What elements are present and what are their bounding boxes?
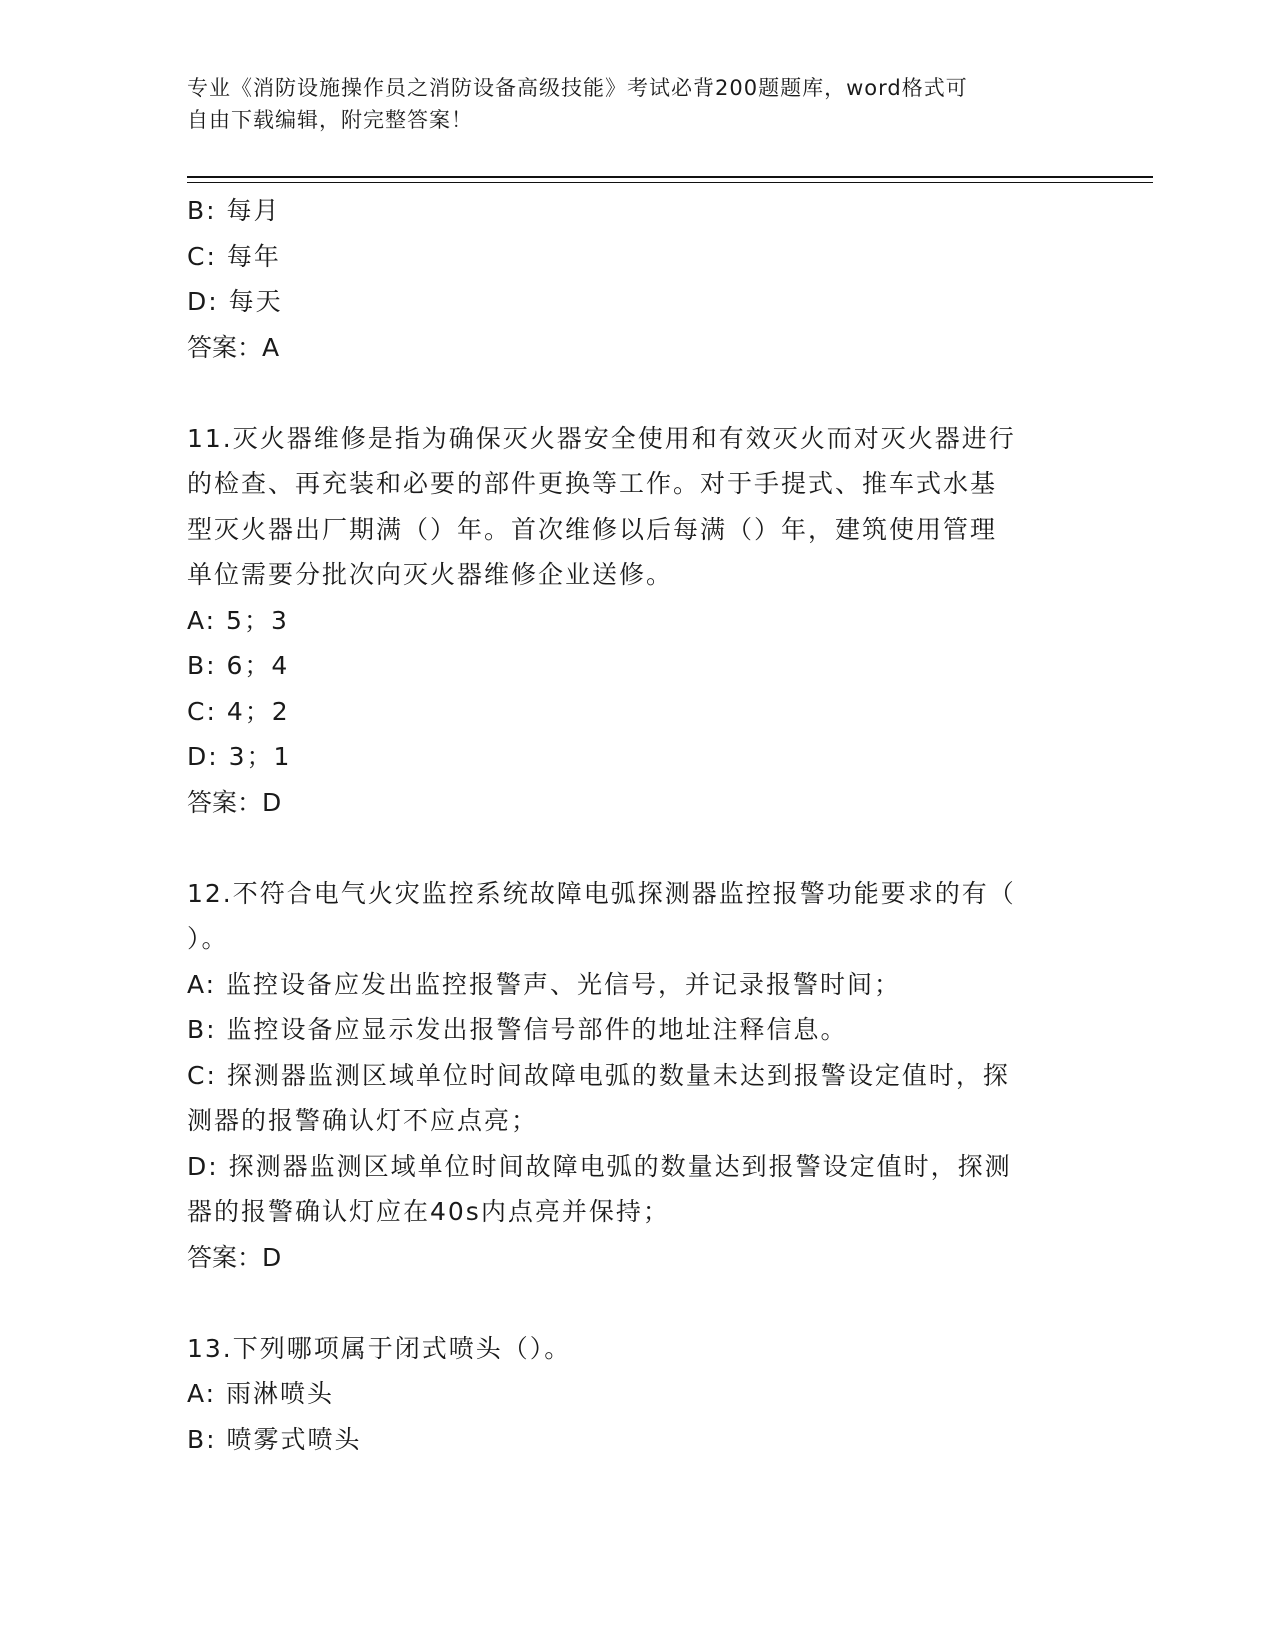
q10-answer: 答案：A bbox=[187, 332, 280, 362]
question-11 bbox=[187, 416, 1087, 826]
q12-option-c-line-1: C: 探测器监测区域单位时间故障电弧的数量未达到报警设定值时，探 bbox=[187, 1060, 1010, 1090]
q11-stem-line-4: 单位需要分批次向灭火器维修企业送修。 bbox=[187, 560, 674, 589]
q12-option-d-line-1: D: 探测器监测区域单位时间故障电弧的数量达到报警设定值时，探测 bbox=[187, 1151, 1012, 1181]
question-content bbox=[187, 188, 1087, 1462]
spacer bbox=[187, 370, 1087, 416]
spacer bbox=[187, 1280, 1087, 1326]
q11-stem-line-2: 的检查、再充装和必要的部件更换等工作。对于手提式、推车式水基 bbox=[187, 469, 998, 498]
q10-option-b: B: 每月 bbox=[187, 196, 281, 225]
header-line-1: 专业《消防设施操作员之消防设备高级技能》考试必背200题题库，word格式可 bbox=[187, 76, 968, 100]
q12-option-d-line-2: 器的报警确认灯应在40s内点亮并保持； bbox=[187, 1197, 670, 1226]
q11-option-b: B: 6；4 bbox=[187, 651, 290, 680]
q11-answer: 答案：D bbox=[187, 787, 282, 817]
q11-option-d: D: 3；1 bbox=[187, 742, 292, 771]
q12-stem-line-2: ）。 bbox=[187, 924, 229, 953]
q13-option-a: A: 雨淋喷头 bbox=[187, 1379, 335, 1408]
q12-stem-line-1: 12.不符合电气火灾监控系统故障电弧探测器监控报警功能要求的有（ bbox=[187, 878, 1016, 908]
question-13 bbox=[187, 1326, 1087, 1463]
q11-option-c: C: 4；2 bbox=[187, 696, 290, 726]
question-12 bbox=[187, 871, 1087, 1281]
header-rule-thin bbox=[187, 182, 1153, 183]
document-header bbox=[187, 72, 1067, 136]
header-line-2: 自由下载编辑，附完整答案！ bbox=[187, 108, 473, 132]
q12-option-b: B: 监控设备应显示发出报警信号部件的地址注释信息。 bbox=[187, 1015, 848, 1044]
q10-option-d: D: 每天 bbox=[187, 287, 283, 316]
header-rule-thick bbox=[187, 176, 1153, 178]
q13-stem-line-1: 13.下列哪项属于闭式喷头（）。 bbox=[187, 1333, 572, 1363]
q11-stem-line-3: 型灭火器出厂期满（）年。首次维修以后每满（）年，建筑使用管理 bbox=[187, 514, 998, 544]
q11-option-a: A: 5；3 bbox=[187, 605, 289, 635]
q11-stem-line-1: 11.灭火器维修是指为确保灭火器安全使用和有效灭火而对灭火器进行 bbox=[187, 423, 1016, 453]
q12-option-a: A: 监控设备应发出监控报警声、光信号，并记录报警时间； bbox=[187, 969, 902, 999]
question-10-fragment bbox=[187, 188, 1087, 370]
q13-option-b: B: 喷雾式喷头 bbox=[187, 1424, 362, 1454]
q12-answer: 答案：D bbox=[187, 1242, 282, 1272]
q12-option-c-line-2: 测器的报警确认灯不应点亮； bbox=[187, 1106, 539, 1135]
spacer bbox=[187, 825, 1087, 871]
q10-option-c: C: 每年 bbox=[187, 241, 281, 271]
